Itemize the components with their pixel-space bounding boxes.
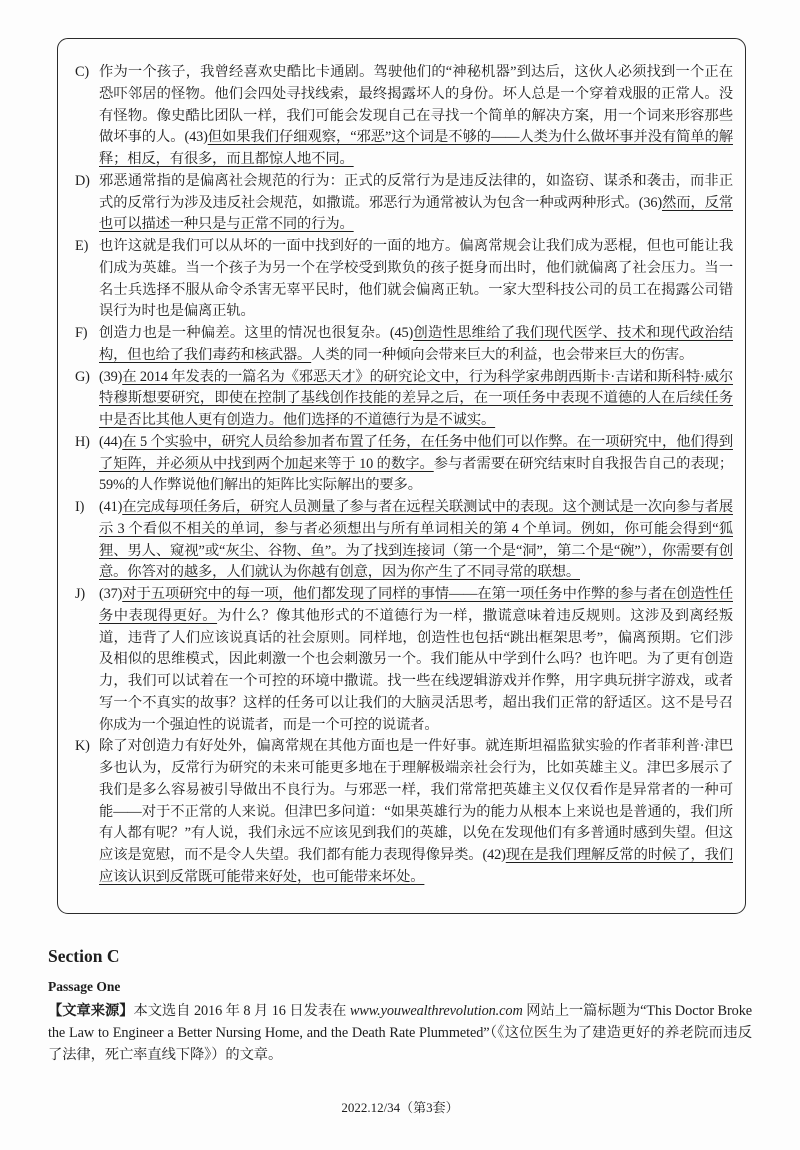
paragraph-j (75, 584, 733, 736)
paragraph-text (99, 432, 733, 497)
underlined-sentence: 创造性思维给了我们现代医学、技术和现代政治结构，但也给了我们毒药和核武器。 (99, 325, 734, 363)
text-segment: 为什么？像其他形式的不道德行为一样，撒谎意味着违反规则。这涉及到离经叛道，违背了人们应该说真话的社会原则。同样地，创造性也包括“跳出框架思考”，偏离预期。它们涉及相似的思维模式，因此刺激一个也会刺激另一个。我们能从中学到什么吗？也许吧。为了更有创造力，我们可以试着在一个可控的环境中撒谎。找一些在线逻辑游戏并作弊，用字典玩拼字游戏，或者写一个不真实的故事？这样的任务可以让我们的大脑灵活思考，超出我们正常的舒适区。这不是号召你成为一个强迫性的说谎者，而是一个可控的说谎者。 (99, 607, 733, 733)
paragraph-label: G) (75, 368, 90, 385)
paragraph-c (75, 62, 733, 171)
paragraph-text (99, 584, 733, 736)
source-label: 【文章来源】 (48, 1002, 134, 1019)
paragraph-label: C) (75, 64, 89, 80)
paragraph-h (75, 432, 733, 497)
source-website: www.youwealthrevolution.com (349, 1002, 523, 1019)
paragraph-text (99, 497, 733, 584)
text-segment: 人类的同一种倾向会带来巨大的利益，也会带来巨大的伤害。 (311, 346, 694, 363)
paragraph-label: E) (75, 238, 89, 254)
paragraph-e (75, 236, 733, 323)
paragraph-label: K) (75, 738, 90, 755)
article-source-paragraph (48, 1000, 752, 1066)
translation-passage-box (57, 38, 746, 914)
text-segment: (39) (99, 368, 123, 385)
paragraph-label: D) (75, 172, 90, 189)
text-segment: (37) (99, 586, 123, 602)
text-segment: 邪恶通常指的是偏离社会规范的行为：正式的反常行为是违反法律的，如盗窃、谋杀和袭击，而非正式的反常行为涉及违反社会规范，如撒谎。邪恶行为通常被认为包含一种或两种形式。(36) (99, 172, 733, 211)
underlined-sentence: 对于五项研究中的每一项，他们都发现了同样的事情——在第一项任务中作弊的参与者在创造性任务中表现得更好。 (99, 586, 733, 624)
text-segment: (41) (99, 499, 123, 515)
text-segment: 除了对创造力有好处外，偏离常规在其他方面也是一件好事。就连斯坦福监狱实验的作者菲利普·津巴多也认为，反常行为研究的未来可能更多地在于理解极端亲社会行为，比如英雄主义。津巴多展示了我们是多么容易被引导做出不良行为。与邪恶一样，我们常常把英雄主义仅仅看作是异常者的一种可能——对于不正常的人来说。但津巴多问道：“如果英雄行为的能力从根本上来说也是普通的，我们所有人都有呢？”有人说，我们永远不应该见到我们的英雄，以免在发现他们有多普通时感到失望。但这应该是宽慰，而不是令人失望。我们都有能力表现得像异类。(42) (99, 738, 733, 863)
paragraph-label: I) (75, 499, 85, 515)
paragraph-text (99, 171, 733, 236)
paragraph-text (99, 323, 733, 367)
paragraph-i (75, 497, 733, 584)
underlined-sentence: 在 5 个实验中，研究人员给参加者布置了任务，在任务中他们可以作弊。在一项研究中，他们得到了矩阵，并必须从中找到两个加起来等于 10 的数字。 (99, 433, 733, 472)
underlined-sentence: 现在是我们理解反常的时候了，我们应该认识到反常既可能带来好处，也可能带来坏处。 (99, 847, 733, 885)
passage-heading: Passage One (48, 978, 121, 994)
paragraph-text (99, 736, 733, 888)
paragraph-label: F) (75, 325, 88, 341)
underlined-sentence: 在 2014 年发表的一篇名为《邪恶天才》的研究论文中，行为科学家弗朗西斯卡·吉诺和斯科特·威尔特穆斯想要研究，即使在控制了基线创作技能的差异之后，在一项任务中表现不道德的人在后续任务中是否比其他人更有创造力。他们选择的不道德行为是不诚实。 (99, 368, 733, 428)
underlined-sentence: 但如果我们仔细观察，“邪恶”这个词是不够的——人类为什么做坏事并没有简单的解释；相反，有很多，而且都惊人地不同。 (99, 129, 733, 167)
paragraph-g (75, 367, 733, 432)
section-c (48, 944, 752, 1066)
text-segment: 作为一个孩子，我曾经喜欢史酷比卡通剧。驾驶他们的“神秘机器”到达后，这伙人必须找到一个正在恐吓邻居的怪物。他们会四处寻找线索，最终揭露坏人的身份。坏人总是一个穿着戏服的正常人。没有怪物。像史酷比团队一样，我们可能会发现自己在寻找一个简单的解决方案，用一个词来形容那些做坏事的人。(43) (99, 64, 733, 146)
text-segment: (44) (99, 433, 123, 450)
paragraph-text (99, 367, 733, 432)
text-segment: 参与者需要在研究结束时自我报告自己的表现；59%的人作弊说他们解出的矩阵比实际解出的要多。 (99, 455, 733, 494)
paragraph-text (99, 236, 733, 323)
source-text: 网站上一篇标题为“This Doctor Broke the Law to Engineer a Better Nursing Home, and the Death Rate Plummeted”（《这位医生为了建造更好的养老院而违反了法律，死亡率直线下降》）的文章。 (48, 1002, 752, 1063)
text-segment: 创造力也是一种偏差。这里的情况也很复杂。(45) (99, 325, 414, 341)
text-segment: 也许这就是我们可以从坏的一面中找到好的一面的地方。偏离常规会让我们成为恶棍，但也可能让我们成为英雄。当一个孩子为另一个在学校受到欺负的孩子挺身而出时，他们就偏离了社会压力。当一名士兵选择不服从命令杀害无辜平民时，他们就会偏离正轨。一家大型科技公司的员工在揭露公司错误行为时也是偏离正轨。 (99, 238, 733, 320)
paragraph-label: H) (75, 433, 90, 450)
section-title: Section C (48, 945, 120, 966)
page-footer: 2022.12/34（第3套） (341, 1100, 459, 1115)
source-text: 本文选自 2016 年 8 月 16 日发表在 (133, 1002, 350, 1019)
underlined-sentence: 在完成每项任务后，研究人员测量了参与者在远程关联测试中的表现。这个测试是一次向参与者展示 3 个看似不相关的单词，参与者必须想出与所有单词相关的第 4 个单词。例如，你可能会得到“狐狸、男人、窥视”或“灰尘、谷物、鱼”。为了找到连接词（第一个是“洞”，第二个是“碗”），你需要有创意。你答对的越多，人们就认为你越有创意，因为你产生了不同寻常的联想。 (99, 499, 733, 581)
paragraph-k (75, 736, 733, 888)
paragraph-f (75, 323, 733, 367)
paragraph-d (75, 171, 733, 236)
paragraph-label: J) (75, 586, 86, 602)
underlined-sentence: 然而，反常也可以描述一种只是与正常不同的行为。 (99, 194, 734, 233)
paragraph-text (99, 62, 733, 171)
